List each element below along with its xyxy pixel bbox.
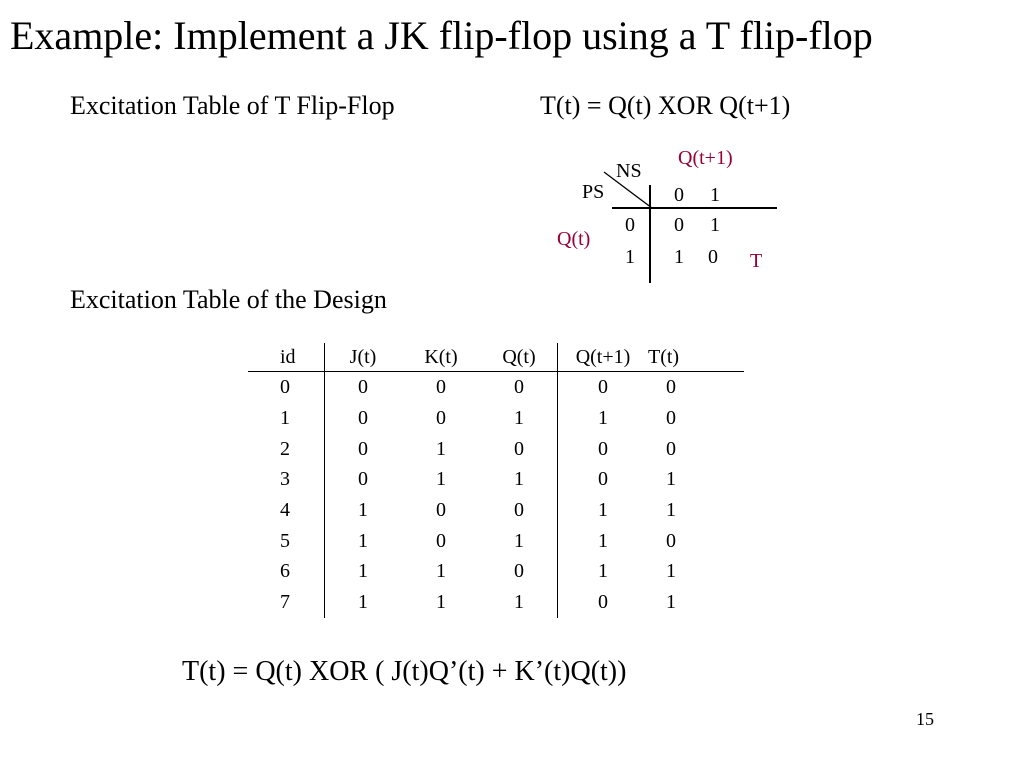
cell-j: 0	[358, 437, 368, 460]
table-header-row	[248, 343, 744, 372]
cell-q: 1	[481, 403, 558, 434]
cell-j: 0	[358, 407, 368, 430]
cell-q: 1	[481, 587, 558, 618]
table-row	[248, 495, 744, 526]
table-row	[248, 525, 744, 556]
table-row	[248, 587, 744, 618]
cell-t: 0	[666, 529, 676, 552]
cell-id: 6	[248, 556, 325, 587]
cell-k: 0	[436, 499, 446, 522]
cell-id: 3	[248, 464, 325, 495]
cell-q-next: 0	[598, 591, 608, 614]
cell-id: 7	[248, 587, 325, 618]
output-label: T	[750, 250, 763, 272]
cell-k: 1	[436, 560, 446, 583]
cell-k: 0	[436, 407, 446, 430]
cell-q-next: 0	[598, 376, 608, 399]
cell-q-next: 0	[598, 468, 608, 491]
col-header-q-next: Q(t+1)	[558, 343, 649, 372]
cell-q: 0	[481, 495, 558, 526]
cell-q: 0	[481, 556, 558, 587]
t-excitation-heading: Excitation Table of T Flip-Flop	[70, 91, 395, 120]
cell-j: 1	[358, 529, 368, 552]
cell-q-next: 1	[598, 407, 608, 430]
cell-j: 0	[358, 376, 368, 399]
cell-id: 0	[248, 372, 325, 403]
col-header-1: 1	[710, 184, 720, 206]
cell-q: 1	[481, 525, 558, 556]
cell-k: 0	[436, 529, 446, 552]
design-excitation-table	[248, 343, 744, 618]
cell-k: 0	[436, 376, 446, 399]
col-header-q: Q(t)	[481, 343, 558, 372]
col-header-id: id	[248, 343, 325, 372]
cell-t: 0	[666, 376, 676, 399]
cell-j: 0	[358, 468, 368, 491]
cell-1-0: 1	[674, 246, 684, 268]
cell-id: 5	[248, 525, 325, 556]
row-variable-label: Q(t)	[557, 228, 591, 250]
table-row	[248, 372, 744, 403]
page-number: 15	[916, 709, 934, 729]
cell-q-next: 0	[598, 437, 608, 460]
t-formula: T(t) = Q(t) XOR Q(t+1)	[540, 91, 791, 120]
cell-k: 1	[436, 468, 446, 491]
ps-label: PS	[582, 181, 605, 203]
cell-q: 1	[481, 464, 558, 495]
diagonal-divider	[600, 168, 656, 212]
cell-q-next: 1	[598, 560, 608, 583]
ps-row-0: 0	[625, 214, 635, 236]
cell-id: 2	[248, 433, 325, 464]
cell-q-next: 1	[598, 529, 608, 552]
result-equation: T(t) = Q(t) XOR ( J(t)Q’(t) + K’(t)Q(t))	[182, 656, 627, 687]
cell-q: 0	[481, 372, 558, 403]
col-header-t: T(t)	[648, 343, 744, 372]
table-row	[248, 556, 744, 587]
col-variable-label: Q(t+1)	[678, 147, 733, 169]
cell-t: 0	[666, 407, 676, 430]
cell-t: 1	[666, 591, 676, 614]
cell-j: 1	[358, 560, 368, 583]
cell-t: 1	[666, 468, 676, 491]
ns-label: NS	[616, 160, 642, 182]
t-table-vline	[649, 185, 651, 283]
cell-t: 1	[666, 499, 676, 522]
col-header-k: K(t)	[401, 343, 481, 372]
t-table-hline	[612, 207, 777, 209]
cell-0-0: 0	[674, 214, 684, 236]
cell-j: 1	[358, 499, 368, 522]
cell-q-next: 1	[598, 499, 608, 522]
slide-title: Example: Implement a JK flip-flop using a T flip-flop	[10, 13, 873, 58]
cell-k: 1	[436, 591, 446, 614]
col-header-j: J(t)	[325, 343, 402, 372]
col-header-0: 0	[674, 184, 684, 206]
ps-row-1: 1	[625, 246, 635, 268]
cell-q: 0	[481, 433, 558, 464]
table-row	[248, 433, 744, 464]
cell-id: 1	[248, 403, 325, 434]
table-row	[248, 464, 744, 495]
cell-k: 1	[436, 437, 446, 460]
cell-0-1: 1	[710, 214, 720, 236]
cell-1-1: 0	[708, 246, 718, 268]
cell-id: 4	[248, 495, 325, 526]
design-excitation-heading: Excitation Table of the Design	[70, 285, 387, 314]
cell-j: 1	[358, 591, 368, 614]
cell-t: 0	[666, 437, 676, 460]
cell-t: 1	[666, 560, 676, 583]
table-row	[248, 403, 744, 434]
